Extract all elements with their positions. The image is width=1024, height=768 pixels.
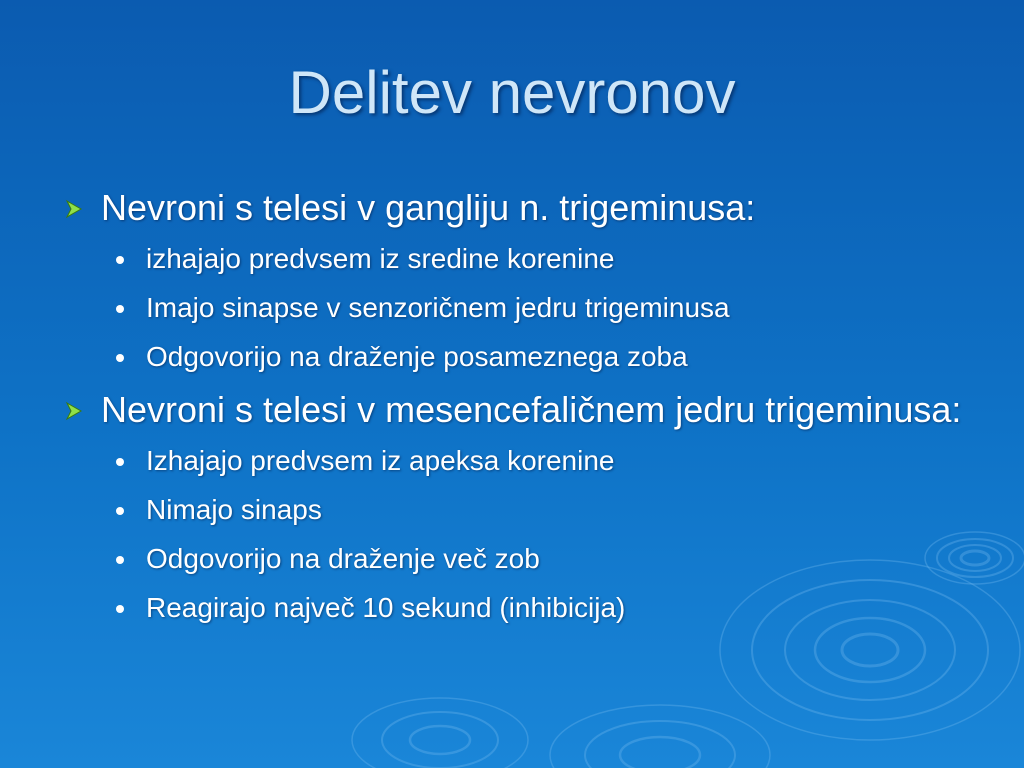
bullet-text: Nevroni s telesi v gangliju n. trigeminusa: — [101, 187, 756, 228]
dot-bullet-icon — [116, 605, 124, 613]
dot-bullet-icon — [116, 305, 124, 313]
dot-bullet-icon — [116, 256, 124, 264]
sub-bullet — [64, 241, 964, 277]
sub-bullet-text: Nimajo sinaps — [146, 494, 322, 525]
sub-bullet — [64, 492, 964, 528]
slide-content — [64, 186, 964, 639]
arrow-bullet-icon — [64, 401, 84, 421]
bullet-text: Nevroni s telesi v mesencefaličnem jedru trigeminusa: — [101, 389, 962, 430]
dot-bullet-icon — [116, 458, 124, 466]
sub-bullet-text: Odgovorijo na draženje več zob — [146, 543, 540, 574]
dot-bullet-icon — [116, 507, 124, 515]
bullet-level1 — [64, 186, 964, 230]
sub-bullet-text: Reagirajo največ 10 sekund (inhibicija) — [146, 592, 626, 623]
dot-bullet-icon — [116, 354, 124, 362]
slide-title: Delitev nevronov — [288, 59, 736, 126]
sub-bullet-text: Imajo sinapse v senzoričnem jedru trigeminusa — [146, 292, 730, 323]
sub-bullet — [64, 443, 964, 479]
sub-bullet — [64, 339, 964, 375]
sub-bullet-text: Odgovorijo na draženje posameznega zoba — [146, 341, 688, 372]
bullet-level1 — [64, 388, 964, 432]
dot-bullet-icon — [116, 556, 124, 564]
sub-bullet-text: Izhajajo predvsem iz apeksa korenine — [146, 445, 615, 476]
sub-bullet — [64, 290, 964, 326]
sub-bullet — [64, 590, 964, 626]
sub-bullet — [64, 541, 964, 577]
sub-bullet-text: izhajajo predvsem iz sredine korenine — [146, 243, 615, 274]
arrow-bullet-icon — [64, 199, 84, 219]
